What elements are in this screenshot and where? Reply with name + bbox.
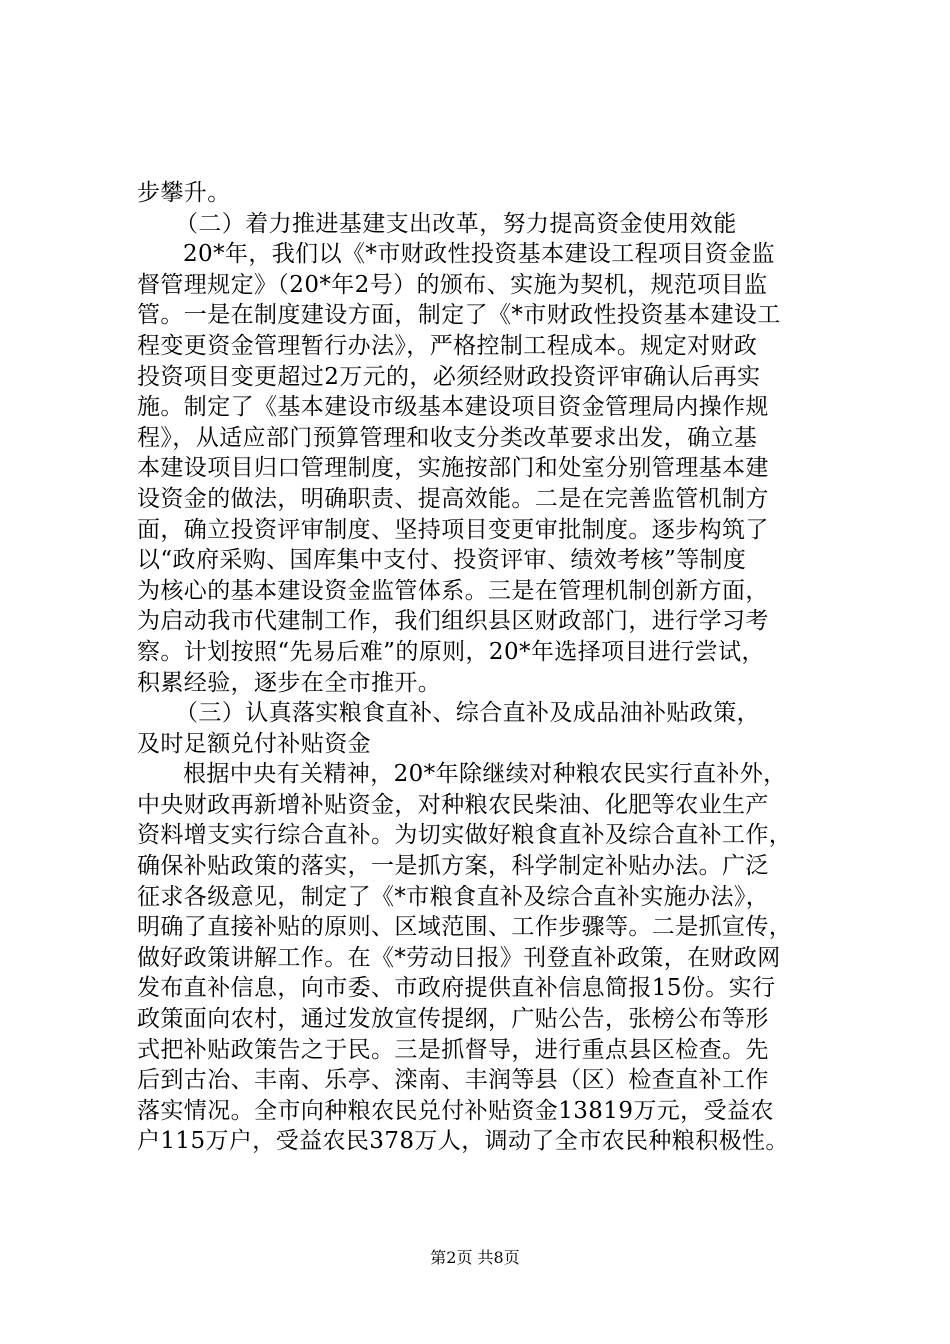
paragraph-line: 程变更资金管理暂行办法》，严格控制工程成本。规定对财政 [137, 332, 758, 359]
paragraph-line: 20*年，我们以《*市财政性投资基本建设工程项目资金监 [183, 241, 776, 268]
paragraph-line: 户115万户，受益农民378万人，调动了全市农民种粮积极性。 [137, 1128, 789, 1155]
paragraph-line: 本建设项目归口管理制度，实施按部门和处室分别管理基本建 [137, 455, 769, 482]
section-heading: （三）认真落实粮食直补、综合直补及成品油补贴政策， [175, 700, 760, 727]
paragraph-line: 中央财政再新增补贴资金，对种粮农民柴油、化肥等农业生产 [137, 791, 769, 818]
paragraph-line: 步攀升。 [137, 180, 231, 206]
paragraph-line: 程》，从适应部门预算管理和收支分类改革要求出发，确立基 [137, 424, 758, 451]
paragraph-line: 设资金的做法，明确职责、提高效能。二是在完善监管机制方 [137, 485, 769, 512]
paragraph-line: 管。一是在制度建设方面，制定了《*市财政性投资基本建设工 [137, 302, 781, 329]
paragraph-line: 面，确立投资评审制度、坚持项目变更审批制度。逐步构筑了 [137, 516, 769, 543]
paragraph-line: 落实情况。全市向种粮农民兑付补贴资金13819万元，受益农 [137, 1097, 774, 1124]
paragraph-line: 做好政策讲解工作。在《*劳动日报》刊登直补政策，在财政网 [137, 944, 781, 971]
paragraph-line: 式把补贴政策告之于民。三是抓督导，进行重点县区检查。先 [137, 1036, 769, 1063]
paragraph-line: 施。制定了《基本建设市级基本建设项目资金管理局内操作规 [137, 394, 769, 421]
paragraph-line: 以“政府采购、国库集中支付、投资评审、绩效考核”等制度 [137, 547, 747, 574]
section-heading: （二）着力推进基建支出改革，努力提高资金使用效能 [175, 210, 737, 237]
section-heading-continuation: 及时足额兑付补贴资金 [137, 730, 371, 757]
document-body [137, 178, 837, 1157]
paragraph-line: 资料增支实行综合直补。为切实做好粮食直补及综合直补工作， [137, 822, 793, 849]
paragraph-line: 为核心的基本建设资金监管体系。三是在管理机制创新方面， [137, 577, 769, 604]
paragraph-line: 发布直补信息，向市委、市政府提供直补信息简报15份。实行 [137, 975, 776, 1002]
paragraph-line: 为启动我市代建制工作，我们组织县区财政部门，进行学习考 [137, 608, 769, 635]
paragraph-line: 察。计划按照“先易后难”的原则，20*年选择项目进行尝试， [137, 638, 765, 665]
paragraph-line: 征求各级意见，制定了《*市粮食直补及综合直补实施办法》， [137, 883, 770, 910]
paragraph-line: 政策面向农村，通过发放宣传提纲，广贴公告，张榜公布等形 [137, 1006, 769, 1033]
page-number-footer: 第2页 共8页 [430, 1248, 520, 1267]
paragraph-line: 投资项目变更超过2万元的，必须经财政投资评审确认后再实 [137, 363, 761, 390]
paragraph-line: 根据中央有关精神，20*年除继续对种粮农民实行直补外， [183, 761, 787, 788]
paragraph-line: 积累经验，逐步在全市推开。 [137, 669, 442, 696]
paragraph-line: 明确了直接补贴的原则、区域范围、工作步骤等。二是抓宣传， [137, 914, 793, 941]
paragraph-line: 确保补贴政策的落实，一是抓方案，科学制定补贴办法。广泛 [137, 853, 769, 880]
paragraph-line: 督管理规定》（20*年2号）的颁布、实施为契机，规范项目监 [137, 271, 768, 298]
paragraph-line: 后到古冶、丰南、乐亭、滦南、丰润等县（区）检查直补工作 [137, 1067, 769, 1094]
